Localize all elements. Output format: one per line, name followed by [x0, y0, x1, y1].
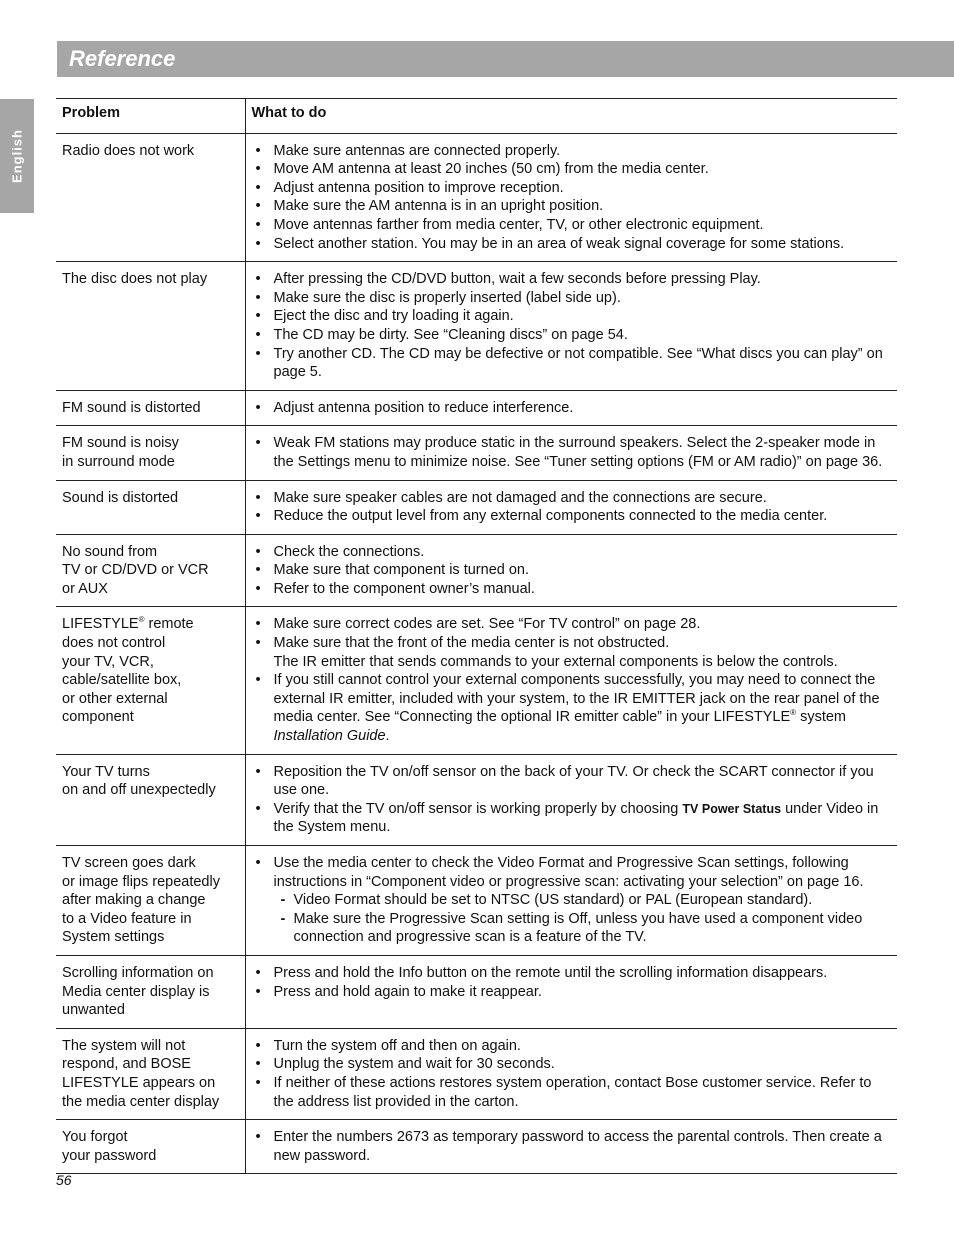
table-row — [56, 1120, 897, 1174]
table-row — [56, 262, 897, 391]
guide-title: Installation Guide — [273, 728, 386, 745]
table-row — [56, 390, 897, 426]
problem-cell: You forgot your password — [56, 1120, 245, 1174]
problem-cell: Radio does not work — [56, 133, 245, 262]
list-item: • Turn the system off and then on again. — [252, 1037, 892, 1056]
solution-cell — [245, 534, 897, 607]
solution-cell — [245, 133, 897, 262]
language-tab — [0, 99, 34, 213]
list-item: • After pressing the CD/DVD button, wait a few seconds before pressing Play. — [252, 270, 892, 289]
list-item-text: If you still cannot control your external components successfully, you may need to connect the external IR emitter, included with your system, to the IR EMITTER jack on the rear panel of the media center. See “Connecting the optional IR emitter cable” in your LIFESTYLE — [273, 672, 880, 726]
table-row — [56, 426, 897, 480]
problem-cell: No sound from TV or CD/DVD or VCR or AUX — [56, 534, 245, 607]
problem-cell: FM sound is distorted — [56, 390, 245, 426]
list-item-text: . — [385, 728, 390, 745]
problem-text: remote does not control your TV, VCR, cable/satellite box, or other external component — [62, 616, 194, 726]
list-item — [252, 634, 892, 671]
solution-cell — [245, 1028, 897, 1119]
list-item-note: The IR emitter that sends commands to your external components is below the controls. — [273, 653, 838, 670]
list-item: • The CD may be dirty. See “Cleaning discs” on page 54. — [252, 326, 892, 345]
section-title: Reference — [69, 46, 176, 71]
solution-cell — [245, 390, 897, 426]
list-item: • Enter the numbers 2673 as temporary password to access the parental controls. Then create a new password. — [252, 1128, 892, 1165]
table-row — [56, 534, 897, 607]
list-item: • Press and hold again to make it reappear. — [252, 983, 892, 1002]
list-item — [252, 671, 892, 745]
list-item-text: under Video in the System menu. — [273, 800, 879, 836]
problem-cell: The disc does not play — [56, 262, 245, 391]
sub-item: - Make sure the Progressive Scan setting is Off, unless you have used a component video connection and progressive scan is a feature of the TV. — [274, 910, 892, 947]
menu-option-label: TV Power Status — [682, 801, 782, 816]
table-row — [56, 480, 897, 534]
list-item — [252, 800, 892, 837]
list-item: • Adjust antenna position to reduce interference. — [252, 399, 892, 418]
solution-cell — [245, 754, 897, 845]
sub-item: - Video Format should be set to NTSC (US standard) or PAL (European standard). — [274, 891, 892, 910]
solution-cell — [245, 1120, 897, 1174]
list-item: • Select another station. You may be in an area of weak signal coverage for some stations. — [252, 235, 892, 254]
problem-cell: The system will not respond, and BOSE LIFESTYLE appears on the media center display — [56, 1028, 245, 1119]
list-item: • Make sure correct codes are set. See “For TV control” on page 28. — [252, 615, 892, 634]
list-item: • Move antennas farther from media center, TV, or other electronic equipment. — [252, 216, 892, 235]
list-item-text: Use the media center to check the Video Format and Progressive Scan settings, following instructions in “Component video or progressive scan: activating your selection” on page 16. — [273, 855, 864, 890]
problem-column-header: Problem — [56, 99, 245, 134]
list-item: • Try another CD. The CD may be defective or not compatible. See “What discs you can play” on page 5. — [252, 345, 892, 382]
troubleshooting-table — [56, 98, 897, 1174]
problem-cell: FM sound is noisy in surround mode — [56, 426, 245, 480]
list-item: • Make sure that component is turned on. — [252, 561, 892, 580]
problem-cell: TV screen goes dark or image flips repeatedly after making a change to a Video feature in System settings — [56, 846, 245, 956]
problem-cell: Scrolling information on Media center display is unwanted — [56, 955, 245, 1028]
table-row — [56, 1028, 897, 1119]
table-row — [56, 846, 897, 956]
table-row — [56, 607, 897, 754]
solution-cell — [245, 607, 897, 754]
table-row — [56, 754, 897, 845]
list-item: • Reduce the output level from any external components connected to the media center. — [252, 507, 892, 526]
section-header-bar — [57, 41, 954, 77]
list-item: • Press and hold the Info button on the remote until the scrolling information disappears. — [252, 964, 892, 983]
table-row — [56, 955, 897, 1028]
list-item — [252, 854, 892, 947]
page-number: 56 — [56, 1172, 72, 1188]
solution-column-header: What to do — [245, 99, 897, 134]
list-item: • Make sure speaker cables are not damaged and the connections are secure. — [252, 489, 892, 508]
list-item-text: system — [796, 709, 846, 726]
list-item: • Check the connections. — [252, 543, 892, 562]
registered-mark: ® — [790, 708, 797, 718]
problem-cell: Sound is distorted — [56, 480, 245, 534]
solution-cell — [245, 480, 897, 534]
list-item: • Weak FM stations may produce static in the surround speakers. Select the 2-speaker mode in the Settings menu to minimize noise. See “Tuner setting options (FM or AM radio)” on page 36. — [252, 434, 892, 471]
solution-cell — [245, 426, 897, 480]
solution-cell — [245, 262, 897, 391]
list-item: • Make sure the AM antenna is in an upright position. — [252, 197, 892, 216]
list-item: • Refer to the component owner’s manual. — [252, 580, 892, 599]
language-tab-label: English — [9, 129, 25, 183]
list-item: • Adjust antenna position to improve reception. — [252, 179, 892, 198]
solution-cell — [245, 846, 897, 956]
list-item-text: Make sure that the front of the media center is not obstructed. — [273, 635, 670, 652]
list-item: • Eject the disc and try loading it again. — [252, 307, 892, 326]
problem-cell: Your TV turns on and off unexpectedly — [56, 754, 245, 845]
list-item-text: Verify that the TV on/off sensor is working properly by choosing — [273, 800, 683, 817]
list-item: • If neither of these actions restores system operation, contact Bose customer service. Refer to the address list provided in the carton. — [252, 1074, 892, 1111]
list-item: • Make sure antennas are connected properly. — [252, 142, 892, 161]
table-row — [56, 133, 897, 262]
list-item: • Make sure the disc is properly inserted (label side up). — [252, 289, 892, 308]
list-item: • Reposition the TV on/off sensor on the back of your TV. Or check the SCART connector if you use one. — [252, 763, 892, 800]
registered-mark: ® — [138, 615, 145, 625]
table-header-row — [56, 99, 897, 134]
list-item: • Unplug the system and wait for 30 seconds. — [252, 1055, 892, 1074]
solution-cell — [245, 955, 897, 1028]
problem-cell — [56, 607, 245, 754]
list-item: • Move AM antenna at least 20 inches (50 cm) from the media center. — [252, 160, 892, 179]
brand-name: LIFESTYLE — [62, 616, 139, 633]
